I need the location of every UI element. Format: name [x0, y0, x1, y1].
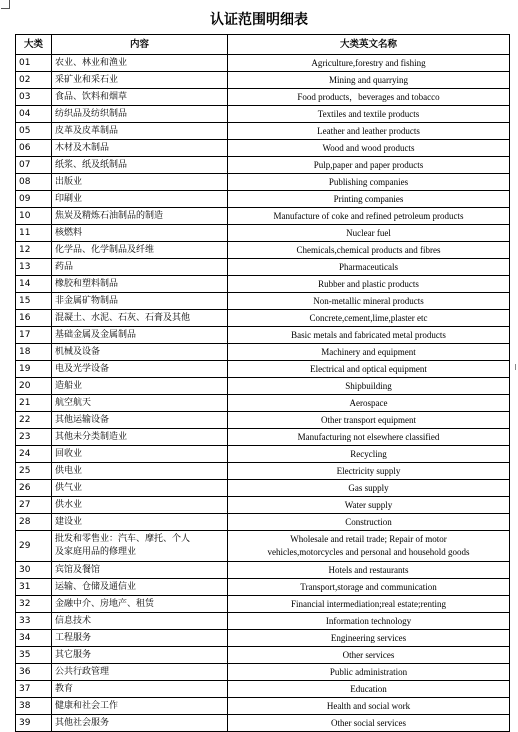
table-row [16, 327, 510, 344]
category-english-name: Food products，beverages and tobacco [228, 89, 510, 106]
category-code: 30 [16, 562, 52, 579]
category-code: 08 [16, 174, 52, 191]
category-english-name: Financial intermediation;real estate;renting [228, 596, 510, 613]
category-english-name: Non-metallic mineral products [228, 293, 510, 310]
table-row [16, 123, 510, 140]
category-content: 核燃料 [52, 225, 228, 242]
table-row [16, 596, 510, 613]
table-row [16, 579, 510, 596]
category-code: 14 [16, 276, 52, 293]
category-content: 纸浆、纸及纸制品 [52, 157, 228, 174]
category-code: 01 [16, 55, 52, 72]
category-content: 供气业 [52, 480, 228, 497]
category-code: 35 [16, 647, 52, 664]
table-row [16, 630, 510, 647]
category-content: 木材及木制品 [52, 140, 228, 157]
category-code: 29 [16, 531, 52, 562]
category-english-name: Mining and quarrying [228, 72, 510, 89]
category-english-name: Water supply [228, 497, 510, 514]
category-content: 供电业 [52, 463, 228, 480]
table-row [16, 225, 510, 242]
table-row [16, 242, 510, 259]
category-code: 34 [16, 630, 52, 647]
corner-crop-mark [1, 0, 10, 9]
table-row [16, 276, 510, 293]
category-code: 11 [16, 225, 52, 242]
category-english-name: Hotels and restaurants [228, 562, 510, 579]
category-code: 03 [16, 89, 52, 106]
category-content: 教育 [52, 681, 228, 698]
category-content: 电及光学设备 [52, 361, 228, 378]
category-content: 皮革及皮革制品 [52, 123, 228, 140]
header-content: 内容 [52, 35, 228, 55]
category-english-name: Textiles and textile products [228, 106, 510, 123]
table-row [16, 72, 510, 89]
category-english-name: Rubber and plastic products [228, 276, 510, 293]
table-row [16, 361, 510, 378]
category-english-line: Wholesale and retail trade; Repair of motor [290, 534, 447, 544]
category-content: 其他社会服务 [52, 715, 228, 732]
category-english-name: Recycling [228, 446, 510, 463]
category-code: 15 [16, 293, 52, 310]
category-content: 金融中介、房地产、租赁 [52, 596, 228, 613]
category-content: 混凝土、水泥、石灰、石膏及其他 [52, 310, 228, 327]
category-content: 农业、林业和渔业 [52, 55, 228, 72]
table-row [16, 55, 510, 72]
category-english-name: Pulp,paper and paper products [228, 157, 510, 174]
category-english-name: Publishing companies [228, 174, 510, 191]
table-row [16, 191, 510, 208]
category-english-name: Electricity supply [228, 463, 510, 480]
table-row [16, 514, 510, 531]
category-code: 28 [16, 514, 52, 531]
category-content: 其他未分类制造业 [52, 429, 228, 446]
table-row [16, 480, 510, 497]
category-code: 36 [16, 664, 52, 681]
category-content-line: 批发和零售业：汽车、摩托、个人 [55, 534, 191, 544]
category-english-name: Other social services [228, 715, 510, 732]
category-code: 02 [16, 72, 52, 89]
category-content: 运输、仓储及通信业 [52, 579, 228, 596]
category-content: 非金属矿物制品 [52, 293, 228, 310]
category-english-name: Gas supply [228, 480, 510, 497]
category-content: 工程服务 [52, 630, 228, 647]
category-code: 27 [16, 497, 52, 514]
category-code: 20 [16, 378, 52, 395]
category-code: 25 [16, 463, 52, 480]
category-english-name: Health and social work [228, 698, 510, 715]
header-code: 大类 [16, 35, 52, 55]
category-content-line: 及家庭用品的修理业 [55, 547, 137, 557]
table-row [16, 89, 510, 106]
category-content: 健康和社会工作 [52, 698, 228, 715]
certification-scope-table [15, 34, 510, 732]
category-code: 38 [16, 698, 52, 715]
category-content: 公共行政管理 [52, 664, 228, 681]
table-row [16, 446, 510, 463]
category-content: 纺织品及纺织制品 [52, 106, 228, 123]
table-row [16, 157, 510, 174]
category-content: 航空航天 [52, 395, 228, 412]
category-content: 信息技术 [52, 613, 228, 630]
category-english-line: vehicles,motorcycles and personal and household goods [267, 547, 470, 557]
page-title: 认证范围明细表 [210, 12, 308, 28]
table-row [16, 531, 510, 562]
category-english-name: Information technology [228, 613, 510, 630]
category-code: 31 [16, 579, 52, 596]
category-english-name: Engineering services [228, 630, 510, 647]
table-row [16, 463, 510, 480]
table-row [16, 715, 510, 732]
category-content: 橡胶和塑料制品 [52, 276, 228, 293]
table-row [16, 344, 510, 361]
category-english-name: Education [228, 681, 510, 698]
category-english-name: Transport,storage and communication [228, 579, 510, 596]
table-row [16, 647, 510, 664]
category-content: 采矿业和采石业 [52, 72, 228, 89]
category-content [52, 531, 228, 562]
category-content: 印刷业 [52, 191, 228, 208]
category-code: 10 [16, 208, 52, 225]
category-english-name: Nuclear fuel [228, 225, 510, 242]
table-row [16, 562, 510, 579]
category-content: 造船业 [52, 378, 228, 395]
category-code: 22 [16, 412, 52, 429]
category-code: 05 [16, 123, 52, 140]
table-row [16, 174, 510, 191]
category-code: 23 [16, 429, 52, 446]
table-row [16, 140, 510, 157]
category-code: 37 [16, 681, 52, 698]
category-content: 出版业 [52, 174, 228, 191]
table-row [16, 378, 510, 395]
category-content: 回收业 [52, 446, 228, 463]
table-row [16, 293, 510, 310]
category-english-name: Agriculture,forestry and fishing [228, 55, 510, 72]
category-code: 21 [16, 395, 52, 412]
category-english-name: Electrical and optical equipment [228, 361, 510, 378]
table-header-row [16, 35, 510, 55]
category-english-name: Basic metals and fabricated metal products [228, 327, 510, 344]
category-code: 24 [16, 446, 52, 463]
category-content: 食品、饮料和烟草 [52, 89, 228, 106]
category-content: 化学品、化学制品及纤维 [52, 242, 228, 259]
header-english-name: 大类英文名称 [228, 35, 510, 55]
table-row [16, 698, 510, 715]
category-english-name: Shipbuilding [228, 378, 510, 395]
category-code: 17 [16, 327, 52, 344]
table-row [16, 681, 510, 698]
category-code: 33 [16, 613, 52, 630]
category-code: 06 [16, 140, 52, 157]
table-row [16, 208, 510, 225]
category-english-name: Other transport equipment [228, 412, 510, 429]
category-english-name: Public administration [228, 664, 510, 681]
category-english-name: Machinery and equipment [228, 344, 510, 361]
category-content: 宾馆及餐馆 [52, 562, 228, 579]
category-english-name: Printing companies [228, 191, 510, 208]
table-row [16, 664, 510, 681]
category-code: 07 [16, 157, 52, 174]
category-english-name: Wood and wood products [228, 140, 510, 157]
category-code: 13 [16, 259, 52, 276]
table-row [16, 259, 510, 276]
category-code: 32 [16, 596, 52, 613]
category-code: 18 [16, 344, 52, 361]
table-row [16, 497, 510, 514]
category-english-name: Pharmaceuticals [228, 259, 510, 276]
category-content: 焦炭及精炼石油制品的制造 [52, 208, 228, 225]
category-english-name: Manufacture of coke and refined petroleum products [228, 208, 510, 225]
category-content: 基础金属及金属制品 [52, 327, 228, 344]
category-code: 26 [16, 480, 52, 497]
category-english-name: Manufacturing not elsewhere classified [228, 429, 510, 446]
category-english-name: Chemicals,chemical products and fibres [228, 242, 510, 259]
table-row [16, 106, 510, 123]
category-english-name: Concrete,cement,lime,plaster etc [228, 310, 510, 327]
category-english-name: Aerospace [228, 395, 510, 412]
table-body [16, 55, 510, 732]
table-row [16, 412, 510, 429]
category-content: 机械及设备 [52, 344, 228, 361]
table-row [16, 310, 510, 327]
table-row [16, 429, 510, 446]
category-content: 建设业 [52, 514, 228, 531]
table-row [16, 613, 510, 630]
category-code: 19 [16, 361, 52, 378]
category-content: 供水业 [52, 497, 228, 514]
category-english-name: Other services [228, 647, 510, 664]
category-code: 12 [16, 242, 52, 259]
category-content: 其它服务 [52, 647, 228, 664]
category-content: 其他运输设备 [52, 412, 228, 429]
category-code: 39 [16, 715, 52, 732]
category-code: 16 [16, 310, 52, 327]
category-english-name: Construction [228, 514, 510, 531]
category-code: 04 [16, 106, 52, 123]
category-english-name: Leather and leather products [228, 123, 510, 140]
table-row [16, 395, 510, 412]
category-code: 09 [16, 191, 52, 208]
category-english-name [228, 531, 510, 562]
category-content: 药品 [52, 259, 228, 276]
